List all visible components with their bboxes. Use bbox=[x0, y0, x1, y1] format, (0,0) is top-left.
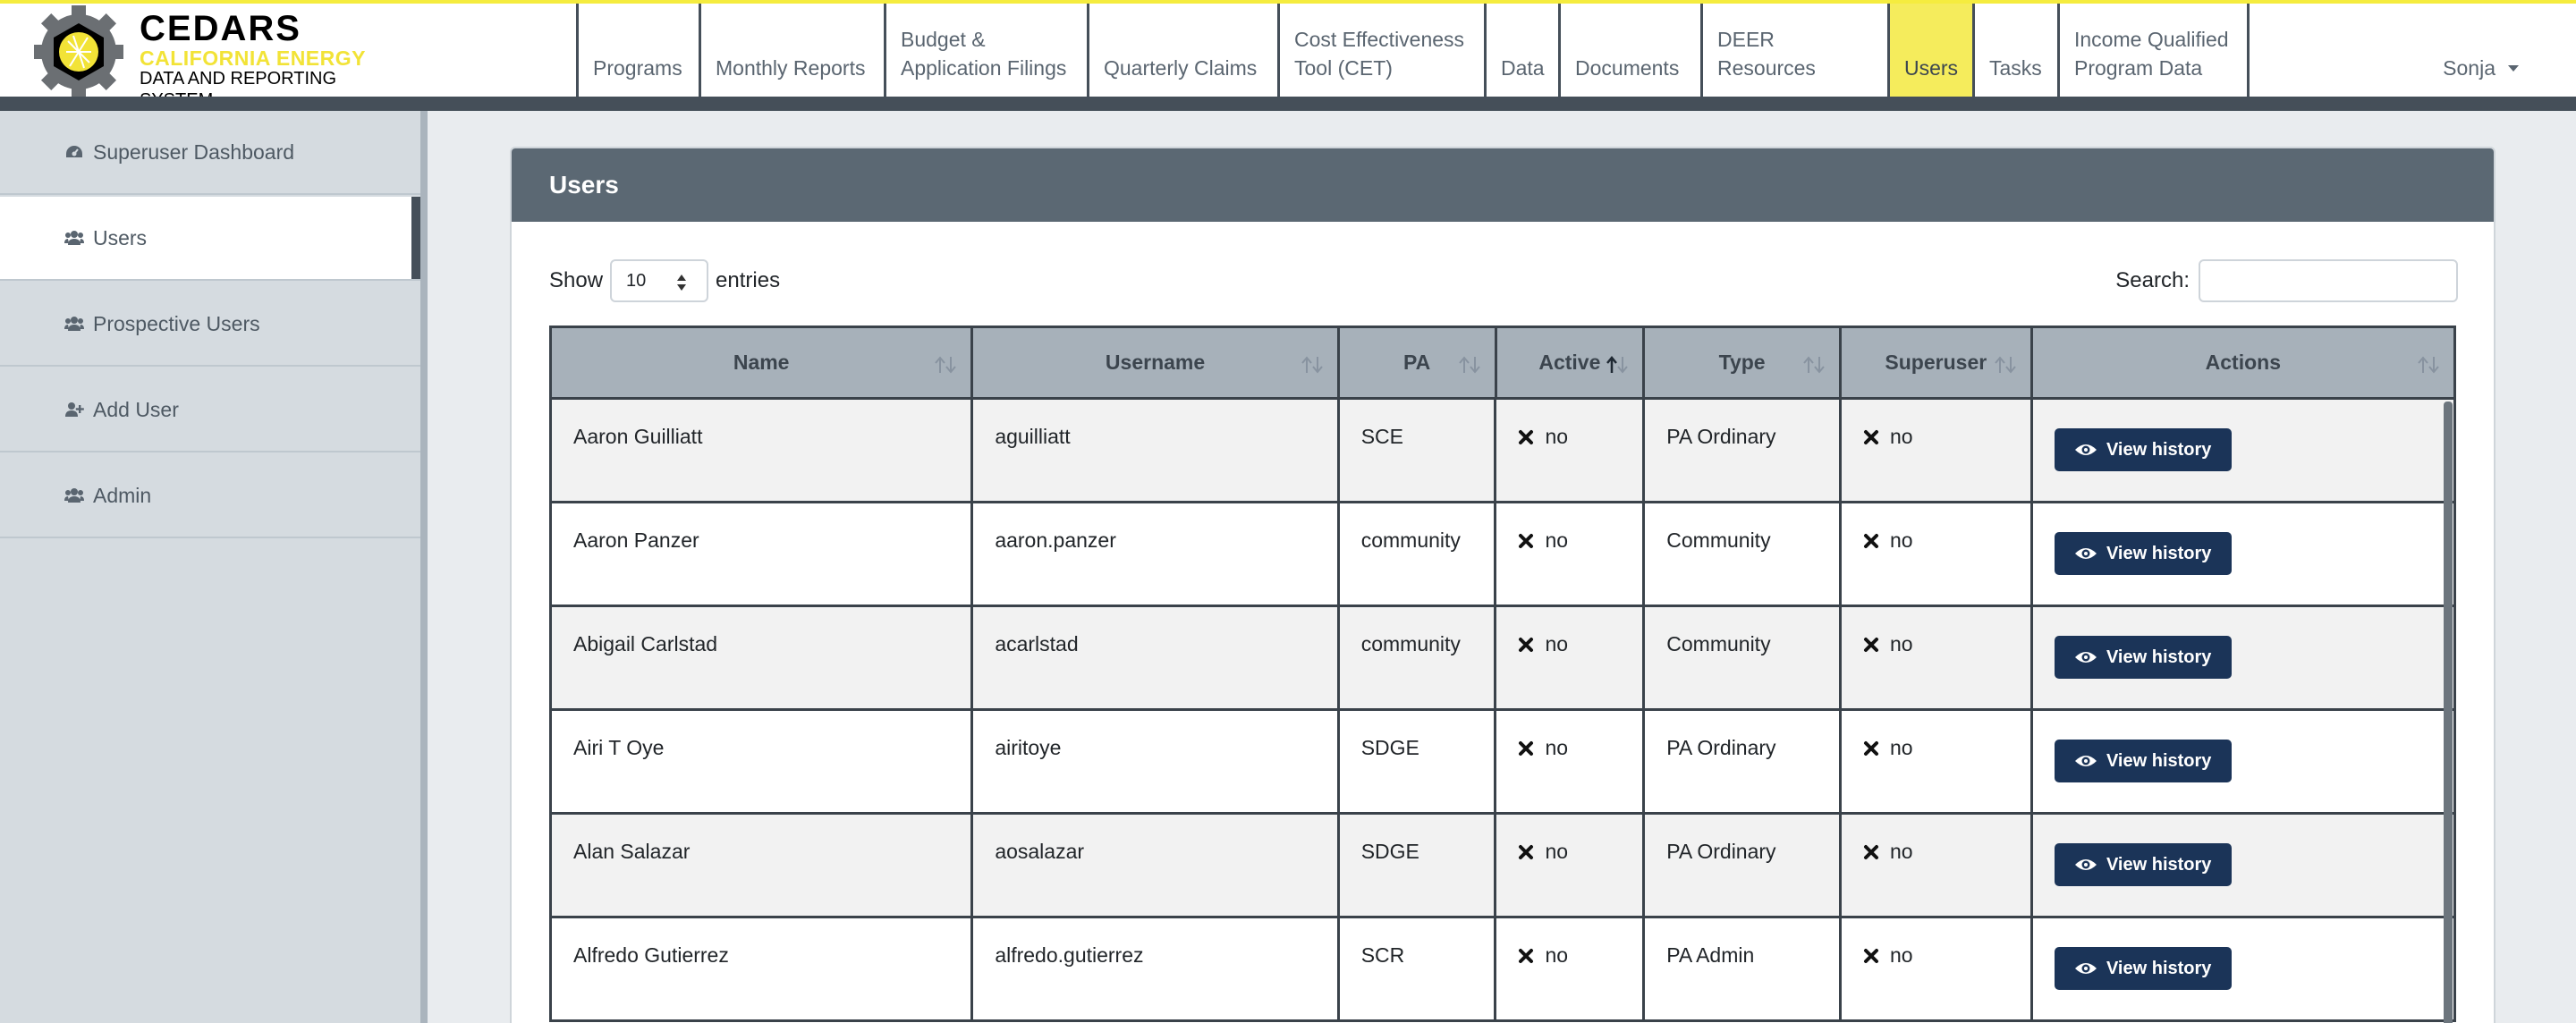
nav-label: Programs bbox=[593, 56, 682, 80]
table-row bbox=[552, 400, 2456, 503]
superuser-text: no bbox=[1889, 528, 1913, 552]
table-header-row bbox=[552, 328, 2456, 400]
username-text: aaron.panzer bbox=[995, 528, 1116, 552]
name-text: Abigail Carlstad bbox=[573, 632, 718, 655]
logo-subtitle-1: CALIFORNIA ENERGY bbox=[140, 46, 366, 70]
cell-active bbox=[1496, 918, 1645, 1022]
nav-divider bbox=[2247, 4, 2250, 97]
cell-type bbox=[1645, 815, 1842, 918]
close-icon bbox=[1863, 844, 1879, 860]
type-text: PA Ordinary bbox=[1666, 840, 1776, 863]
sidebar-item-label: Add User bbox=[93, 397, 179, 421]
users-panel bbox=[510, 147, 2496, 1023]
cell-actions bbox=[2033, 815, 2456, 918]
cedars-logo[interactable] bbox=[32, 5, 408, 98]
cell-actions bbox=[2033, 918, 2456, 1022]
user-plus-icon bbox=[64, 402, 84, 418]
sidebar-border bbox=[420, 111, 428, 1023]
nav-label-line1: Income Qualified bbox=[2074, 28, 2229, 51]
name-text: Alan Salazar bbox=[573, 840, 691, 863]
sort-icon bbox=[1801, 355, 1826, 375]
sidebar-item-label: Superuser Dashboard bbox=[93, 140, 295, 164]
nav-income-qualified-program-data[interactable] bbox=[2057, 4, 2249, 97]
pa-text: SCE bbox=[1360, 425, 1404, 448]
type-text: PA Admin bbox=[1666, 943, 1755, 967]
cell-superuser bbox=[1842, 400, 2033, 503]
header-label: PA bbox=[1403, 351, 1431, 374]
nav-label-line2: Tool (CET) bbox=[1294, 56, 1393, 80]
table-row bbox=[552, 815, 2456, 918]
header-label: Actions bbox=[2205, 351, 2281, 374]
username-text: alfredo.gutierrez bbox=[995, 943, 1144, 967]
user-name: Sonja bbox=[2443, 56, 2496, 80]
column-header-pa[interactable] bbox=[1340, 328, 1497, 400]
pa-text: community bbox=[1360, 528, 1461, 552]
cell-username bbox=[973, 400, 1339, 503]
cell-active bbox=[1496, 400, 1645, 503]
sort-icon bbox=[2416, 355, 2441, 375]
cell-pa bbox=[1340, 918, 1497, 1022]
cell-pa bbox=[1340, 711, 1497, 815]
table-search bbox=[2115, 259, 2458, 302]
cell-active bbox=[1496, 711, 1645, 815]
cell-pa bbox=[1340, 815, 1497, 918]
cell-name bbox=[552, 400, 973, 503]
active-text: no bbox=[1545, 632, 1569, 655]
nav-label: Tasks bbox=[1989, 56, 2042, 80]
close-icon bbox=[1518, 740, 1534, 757]
nav-programs[interactable] bbox=[576, 4, 701, 97]
select-arrows-icon bbox=[676, 274, 687, 292]
cell-superuser bbox=[1842, 918, 2033, 1022]
pa-text: SDGE bbox=[1360, 840, 1419, 863]
column-header-type[interactable] bbox=[1645, 328, 1842, 400]
pa-text: SCR bbox=[1360, 943, 1405, 967]
cell-actions bbox=[2033, 607, 2456, 711]
table-scrollbar[interactable] bbox=[2444, 402, 2453, 1023]
name-text: Aaron Guilliatt bbox=[573, 425, 703, 448]
eye-icon bbox=[2074, 443, 2097, 457]
view-history-button[interactable] bbox=[2055, 428, 2232, 471]
sidebar-item-label: Admin bbox=[93, 483, 152, 507]
sidebar bbox=[0, 111, 420, 1023]
cell-actions bbox=[2033, 400, 2456, 503]
cell-type bbox=[1645, 400, 1842, 503]
nav-label: Quarterly Claims bbox=[1104, 56, 1258, 80]
table-row bbox=[552, 711, 2456, 815]
eye-icon bbox=[2074, 961, 2097, 976]
nav-tasks[interactable] bbox=[1972, 4, 2060, 97]
close-icon bbox=[1863, 637, 1879, 653]
nav-cost-effectiveness-tool[interactable] bbox=[1277, 4, 1487, 97]
user-menu-dropdown[interactable] bbox=[2443, 54, 2519, 82]
nav-label-line1: Cost Effectiveness bbox=[1294, 28, 1465, 51]
entries-label: entries bbox=[716, 268, 781, 292]
sidebar-item-label: Prospective Users bbox=[93, 311, 260, 335]
column-header-active[interactable] bbox=[1497, 328, 1646, 400]
header-label: Active bbox=[1538, 351, 1601, 374]
name-text: Alfredo Gutierrez bbox=[573, 943, 729, 967]
nav-label bbox=[901, 25, 1066, 82]
username-text: acarlstad bbox=[995, 632, 1079, 655]
eye-icon bbox=[2074, 546, 2097, 561]
top-navbar bbox=[0, 0, 2576, 97]
nav-label: Data bbox=[1501, 56, 1545, 80]
cell-name bbox=[552, 918, 973, 1022]
superuser-text: no bbox=[1889, 840, 1913, 863]
close-icon bbox=[1863, 740, 1879, 757]
logo-title: CEDARS bbox=[140, 9, 301, 48]
table-row bbox=[552, 918, 2456, 1022]
cell-pa bbox=[1340, 400, 1497, 503]
logo-subtitle-2: DATA AND REPORTING bbox=[140, 69, 337, 89]
nav-label-line2: Program Data bbox=[2074, 56, 2203, 80]
column-header-name[interactable] bbox=[552, 328, 973, 400]
eye-icon bbox=[2074, 650, 2097, 664]
nav-label-line2: Application Filings bbox=[901, 56, 1067, 80]
cell-type bbox=[1645, 918, 1842, 1022]
nav-monthly-reports[interactable] bbox=[699, 4, 886, 97]
username-text: aosalazar bbox=[995, 840, 1085, 863]
close-icon bbox=[1518, 429, 1534, 445]
sidebar-item-superuser-dashboard[interactable] bbox=[0, 111, 420, 195]
cell-type bbox=[1645, 711, 1842, 815]
nav-quarterly-claims[interactable] bbox=[1087, 4, 1280, 97]
button-label: View history bbox=[2106, 543, 2212, 563]
type-text: PA Ordinary bbox=[1666, 736, 1776, 759]
header-label: Name bbox=[733, 351, 790, 374]
username-text: airitoye bbox=[995, 736, 1062, 759]
active-indicator bbox=[411, 197, 420, 279]
close-icon bbox=[1518, 948, 1534, 964]
eye-icon bbox=[2074, 858, 2097, 872]
users-table bbox=[549, 326, 2456, 1022]
column-header-superuser[interactable] bbox=[1842, 328, 2033, 400]
button-label: View history bbox=[2106, 854, 2212, 875]
cell-type bbox=[1645, 503, 1842, 607]
superuser-text: no bbox=[1889, 943, 1913, 967]
close-icon bbox=[1863, 429, 1879, 445]
chevron-down-icon bbox=[2508, 65, 2519, 72]
cell-superuser bbox=[1842, 503, 2033, 607]
sidebar-item-label: Users bbox=[93, 225, 148, 249]
active-text: no bbox=[1545, 425, 1569, 448]
nav-label bbox=[2074, 25, 2229, 82]
sidebar-item-add-user[interactable] bbox=[0, 368, 420, 452]
sidebar-item-users[interactable] bbox=[0, 197, 420, 281]
button-label: View history bbox=[2106, 439, 2212, 460]
cell-username bbox=[973, 815, 1339, 918]
superuser-text: no bbox=[1889, 632, 1913, 655]
nav-deer-resources[interactable] bbox=[1700, 4, 1890, 97]
users-icon bbox=[64, 316, 84, 332]
nav-users[interactable] bbox=[1887, 4, 1975, 97]
cell-superuser bbox=[1842, 815, 2033, 918]
cell-name bbox=[552, 503, 973, 607]
nav-budget-application-filings[interactable] bbox=[884, 4, 1089, 97]
name-text: Aaron Panzer bbox=[573, 528, 699, 552]
active-text: no bbox=[1545, 528, 1569, 552]
show-label: Show bbox=[549, 268, 604, 292]
button-label: View history bbox=[2106, 750, 2212, 771]
search-input[interactable] bbox=[2199, 259, 2458, 302]
view-history-button[interactable] bbox=[2055, 636, 2232, 679]
nav-label: DEER Resources bbox=[1717, 28, 1816, 80]
nav-data[interactable] bbox=[1484, 4, 1561, 97]
username-text: aguilliatt bbox=[995, 425, 1071, 448]
search-label: Search: bbox=[2115, 268, 2190, 292]
nav-label: Users bbox=[1904, 56, 1959, 80]
superuser-text: no bbox=[1889, 425, 1913, 448]
sort-icon bbox=[1457, 355, 1482, 375]
type-text: PA Ordinary bbox=[1666, 425, 1776, 448]
sort-icon bbox=[1300, 355, 1325, 375]
cell-username bbox=[973, 607, 1339, 711]
nav-label bbox=[1294, 25, 1464, 82]
users-icon bbox=[64, 230, 84, 246]
close-icon bbox=[1518, 844, 1534, 860]
table-row bbox=[552, 503, 2456, 607]
close-icon bbox=[1863, 948, 1879, 964]
type-text: Community bbox=[1666, 528, 1771, 552]
sort-ascending-icon bbox=[1605, 355, 1630, 375]
name-text: Airi T Oye bbox=[573, 736, 665, 759]
sort-icon bbox=[1993, 355, 2018, 375]
header-label: Username bbox=[1105, 351, 1206, 374]
cell-active bbox=[1496, 503, 1645, 607]
button-label: View history bbox=[2106, 647, 2212, 667]
cell-name bbox=[552, 815, 973, 918]
nav-label-line1: Budget & bbox=[901, 28, 986, 51]
dashboard-icon bbox=[64, 144, 84, 160]
active-text: no bbox=[1545, 943, 1569, 967]
cell-actions bbox=[2033, 711, 2456, 815]
sidebar-item-prospective-users[interactable] bbox=[0, 283, 420, 367]
column-header-actions[interactable] bbox=[2033, 328, 2456, 400]
eye-icon bbox=[2074, 754, 2097, 768]
button-label: View history bbox=[2106, 958, 2212, 978]
cell-name bbox=[552, 607, 973, 711]
users-icon bbox=[64, 487, 84, 503]
cell-type bbox=[1645, 607, 1842, 711]
cell-name bbox=[552, 711, 973, 815]
type-text: Community bbox=[1666, 632, 1771, 655]
nav-documents[interactable] bbox=[1558, 4, 1703, 97]
close-icon bbox=[1863, 533, 1879, 549]
nav-label: Documents bbox=[1575, 56, 1680, 80]
active-text: no bbox=[1545, 840, 1569, 863]
sort-icon bbox=[933, 355, 958, 375]
entries-value: 10 bbox=[626, 270, 647, 291]
panel-title: Users bbox=[512, 148, 2494, 222]
cell-pa bbox=[1340, 607, 1497, 711]
header-label: Superuser bbox=[1885, 351, 1987, 374]
view-history-button[interactable] bbox=[2055, 740, 2232, 782]
table-row bbox=[552, 607, 2456, 711]
cell-pa bbox=[1340, 503, 1497, 607]
view-history-button[interactable] bbox=[2055, 843, 2232, 886]
view-history-button[interactable] bbox=[2055, 947, 2232, 990]
sidebar-item-admin[interactable] bbox=[0, 454, 420, 538]
active-text: no bbox=[1545, 736, 1569, 759]
gear-logo-icon bbox=[32, 5, 134, 98]
cell-active bbox=[1496, 815, 1645, 918]
nav-label: Monthly Reports bbox=[716, 56, 866, 80]
cell-superuser bbox=[1842, 711, 2033, 815]
entries-select[interactable] bbox=[610, 259, 708, 302]
cell-superuser bbox=[1842, 607, 2033, 711]
navbar-bottom-strip bbox=[0, 97, 2576, 111]
entries-length-control bbox=[549, 259, 780, 302]
cell-username bbox=[973, 711, 1339, 815]
cell-active bbox=[1496, 607, 1645, 711]
pa-text: SDGE bbox=[1360, 736, 1419, 759]
pa-text: community bbox=[1360, 632, 1461, 655]
cell-username bbox=[973, 918, 1339, 1022]
column-header-username[interactable] bbox=[973, 328, 1339, 400]
close-icon bbox=[1518, 637, 1534, 653]
header-label: Type bbox=[1718, 351, 1766, 374]
superuser-text: no bbox=[1889, 736, 1913, 759]
view-history-button[interactable] bbox=[2055, 532, 2232, 575]
cell-username bbox=[973, 503, 1339, 607]
close-icon bbox=[1518, 533, 1534, 549]
cell-actions bbox=[2033, 503, 2456, 607]
